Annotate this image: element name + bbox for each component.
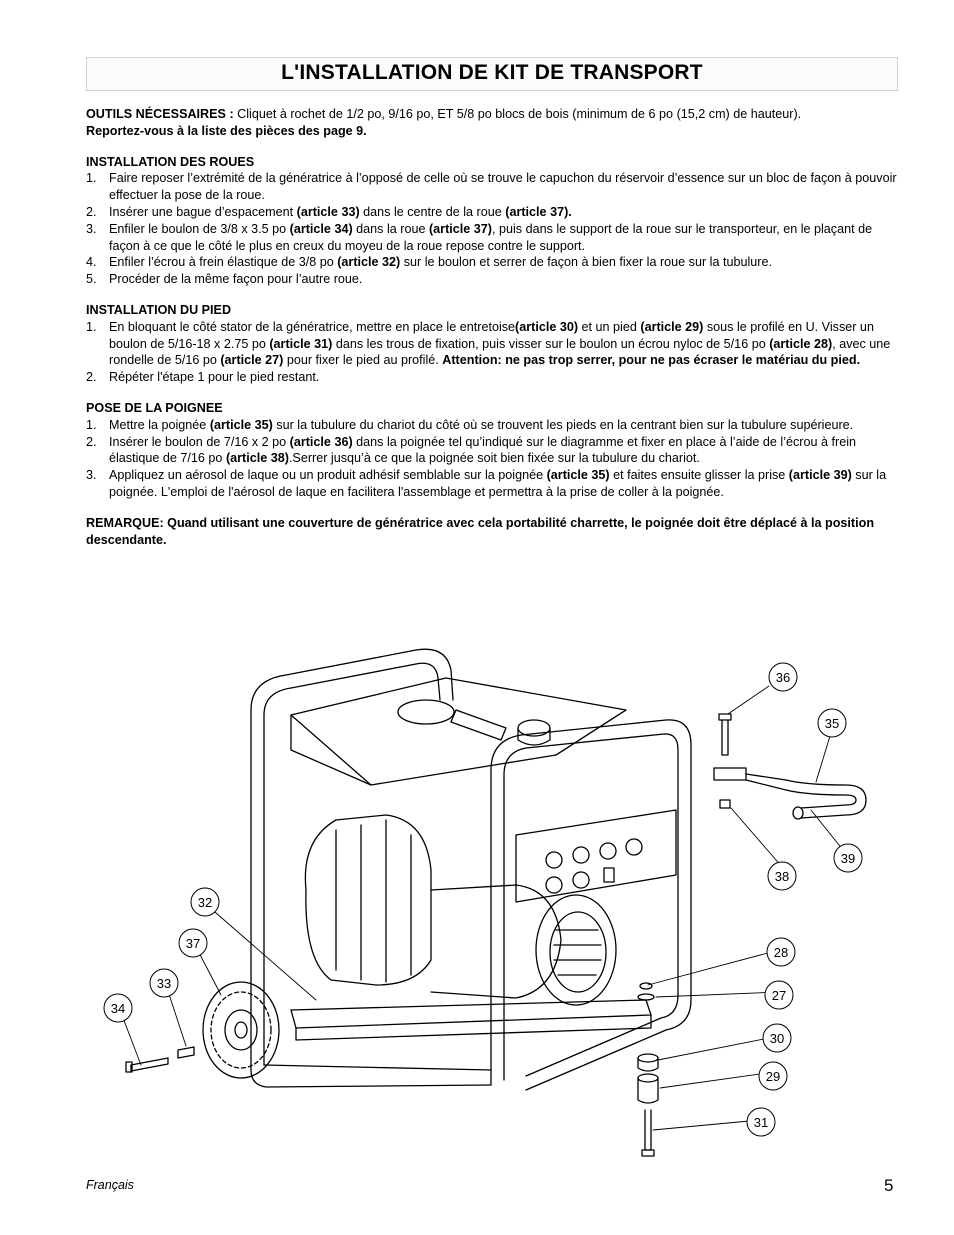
handle-section [86,400,898,501]
article-reference: (article 39) [788,468,852,483]
leader-lines [120,686,843,1130]
foot-section [86,302,898,386]
step-number: 5. [86,272,97,287]
step-text: et faites ensuite glisser la prise [609,468,789,483]
step-number: 2. [86,434,97,449]
generator-assembly-diagram [86,640,906,1160]
svg-text:31: 31 [753,1115,769,1130]
article-reference: (article 33) [296,204,360,219]
step-text: Enfiler l’écrou à frein élastique de 3/8 po [109,255,338,270]
step-text: Insérer une bague d’espacement [109,204,297,219]
list-item [86,417,898,434]
wheels-section [86,154,898,288]
handle-steps [86,417,898,501]
callout-34 [104,994,132,1022]
list-item [86,369,898,386]
article-reference: (article 38) [225,451,289,466]
parts-reference: Reportez-vous à la liste des pièces des page 9. [86,123,367,138]
footer-language: Français [86,1178,134,1192]
callout-35 [818,709,846,737]
step-number: 2. [86,204,97,219]
list-item [86,319,898,369]
tools-text: Cliquet à rochet de 1/2 po, 9/16 po, ET 5/8 po blocs de bois (minimum de 6 po (15,2 cm) de hauteur). [233,107,802,121]
step-text: Enfiler le boulon de 3/8 x 3.5 po [109,221,290,236]
list-item [86,221,898,255]
step-text: sur la tubulure du chariot du côté où se trouvent les pieds en la centrant bien sur la tubulure supérieure. [272,417,854,432]
callout-27 [765,981,793,1009]
article-reference: (article 29) [640,319,704,334]
bolt-and-spacer [126,1047,194,1072]
article-reference: (article 32) [337,255,401,270]
list-item [86,467,898,501]
svg-text:28: 28 [773,945,789,960]
title-box [86,57,898,91]
step-text: dans la poignée tel qu’indiqué sur le diagramme et fixer en place à l’aide de l’écrou à frein élastique de 7/16 po [109,434,856,466]
article-reference: Attention: ne pas trop serrer, pour ne pas écraser le matériau du pied. [442,353,861,368]
list-item [86,204,898,221]
callout-38 [768,862,796,890]
wheels-heading: INSTALLATION DES ROUES [86,154,255,169]
foot-heading: INSTALLATION DU PIED [86,302,232,317]
list-item [86,170,898,204]
wheel [203,982,279,1078]
step-number: 3. [86,221,97,236]
list-item [86,254,898,271]
step-text: .Serrer jusqu’à ce que la poignée soit bien fixée sur la tubulure du chariot. [288,451,700,466]
svg-text:35: 35 [824,716,840,731]
article-reference: (article 36) [289,434,353,449]
callout-32 [191,888,219,916]
tools-label: OUTILS NÉCESSAIRES : [86,107,234,121]
alternator [431,885,616,1005]
callout-28 [767,938,795,966]
page-title: L'INSTALLATION DE KIT DE TRANSPORT [281,61,703,84]
page-number: 5 [884,1176,894,1195]
article-reference: (article 35) [546,468,610,483]
handle-heading: POSE DE LA POIGNEE [86,400,223,415]
diagram-svg [86,640,906,1160]
step-text: En bloquant le côté stator de la génératrice, mettre en place le entretoise [109,319,516,334]
step-text: sur le boulon et serrer de façon à bien fixer la roue sur la tubulure. [400,255,772,270]
fuel-tank [291,678,626,785]
article-reference: (article 31) [269,336,333,351]
step-text: sur la poignée. L'emploi de l'aérosol de laque en facilitera l'assemblage et permettra à la prise de coller à la poignée. [109,468,887,499]
callout-31 [747,1108,775,1136]
list-item [86,271,898,288]
step-number: 1. [86,417,97,432]
svg-text:37: 37 [185,936,201,951]
step-text: Insérer le boulon de 7/16 x 2 po [109,434,290,449]
wheels-steps [86,170,898,288]
article-reference: (article 27) [220,353,284,368]
article-reference: (article 37) [428,221,492,236]
engine [305,815,431,985]
svg-text:33: 33 [156,976,172,991]
step-text: Procéder de la même façon pour l’autre roue. [109,272,363,287]
note-section [86,515,898,549]
instructions [86,106,898,548]
step-number: 3. [86,468,97,483]
step-text: pour fixer le pied au profilé. [283,353,443,368]
step-text: Faire reposer l’extrémité de la génératrice à l’opposé de celle où se trouve le capuchon du réservoir d’essence sur un bloc de façon à pouvoir effectuer la pose de la roue. [109,171,897,203]
callout-30 [763,1024,791,1052]
svg-text:27: 27 [771,988,787,1003]
svg-text:38: 38 [774,869,790,884]
article-reference: (article 37). [505,204,572,219]
step-text: Répéter l'étape 1 pour le pied restant. [109,370,320,385]
svg-text:29: 29 [765,1069,781,1084]
step-text: dans la roue [352,221,429,236]
callout-29 [759,1062,787,1090]
article-reference: (article 28) [769,336,833,351]
tools-paragraph [86,106,898,140]
foot-steps [86,319,898,386]
step-text: Appliquez un aérosol de laque ou un produit adhésif semblable sur la poignée [109,468,547,483]
step-text: Mettre la poignée [109,417,210,432]
svg-text:39: 39 [840,851,856,866]
callout-37 [179,929,207,957]
control-panel [516,810,676,902]
article-reference: (article 34) [289,221,353,236]
step-text: et un pied [578,319,641,334]
step-number: 4. [86,255,97,270]
step-text: dans le centre de la roue [359,204,506,219]
step-text: sous le profilé en U. Visser un boulon de 5/16-18 x 2.75 po [109,319,874,351]
article-reference: (article 30) [515,319,579,334]
list-item [86,434,898,468]
step-text: , puis dans le support de la roue sur le transporteur, en le plaçant de façon à ce que le côté le plus en creux du moyeu de la roue repose contre le support. [109,221,873,253]
note-text: REMARQUE: Quand utilisant une couverture de génératrice avec cela portabilité charrette, le poignée doit être déplacé à la position descendante. [86,515,875,547]
step-number: 1. [86,319,97,334]
article-reference: (article 35) [209,417,273,432]
step-number: 1. [86,171,97,186]
step-text: , avec une rondelle de 5/16 po [109,336,891,368]
step-number: 2. [86,370,97,385]
step-text: dans les trous de fixation, puis visser sur le boulon un écrou nyloc de 5/16 po [332,336,770,351]
base-rails [291,1000,651,1040]
callout-39 [834,844,862,872]
callout-36 [769,663,797,691]
svg-text:34: 34 [110,1001,126,1016]
callout-33 [150,969,178,997]
svg-text:32: 32 [197,895,213,910]
svg-text:36: 36 [775,670,791,685]
svg-text:30: 30 [769,1031,785,1046]
